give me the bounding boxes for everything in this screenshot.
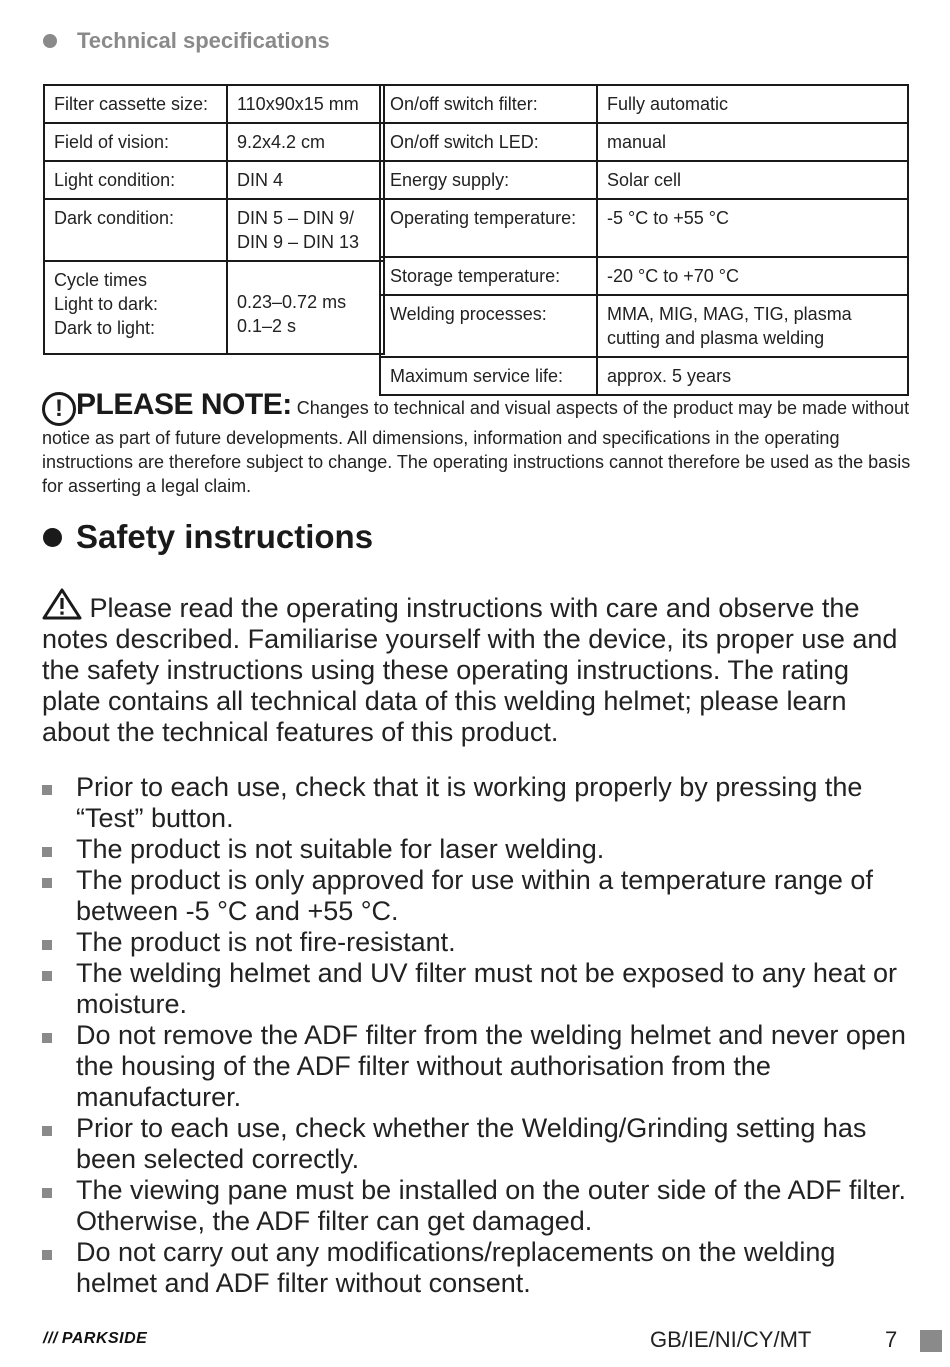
spec-value: [227, 199, 384, 261]
bullet-dot-icon: [43, 34, 57, 48]
square-bullet-icon: [42, 971, 52, 981]
spec-label: Storage temperature:: [380, 257, 597, 295]
list-item: [42, 1113, 912, 1175]
spec-label: Dark condition:: [44, 199, 227, 261]
spec-value: [597, 295, 908, 357]
cycle-label-line: Cycle times: [54, 270, 148, 290]
list-item: [42, 772, 912, 834]
spec-label: Light condition:: [44, 161, 227, 199]
safety-intro: [42, 588, 912, 748]
spec-label: Field of vision:: [44, 123, 227, 161]
logo-slashes: ///: [43, 1330, 58, 1347]
list-item: [42, 1020, 912, 1113]
table-row: [380, 257, 908, 295]
spec-label: On/off switch filter:: [380, 85, 597, 123]
spec-table-right: [379, 84, 909, 396]
bullet-dot-icon: [43, 528, 62, 547]
logo-brand: PARKSIDE: [61, 1330, 148, 1347]
cycle-label-line: Light to dark:: [54, 294, 159, 314]
list-item-text: The product is not fire-resistant.: [76, 927, 456, 957]
square-bullet-icon: [42, 1126, 52, 1136]
list-item-text: Do not remove the ADF filter from the welding helmet and never open the housing of the ADF filter without authorisation from the manufacturer.: [76, 1020, 906, 1112]
spec-value: Solar cell: [597, 161, 908, 199]
table-row: [380, 161, 908, 199]
table-row: [380, 295, 908, 357]
cycle-value-line: 0.23–0.72 ms: [237, 292, 347, 312]
safety-instructions-heading: [43, 518, 373, 556]
list-item: [42, 834, 912, 865]
parkside-logo: [43, 1330, 147, 1348]
list-item: [42, 958, 912, 1020]
list-item-text: The welding helmet and UV filter must not be exposed to any heat or moisture.: [76, 958, 897, 1019]
spec-value: manual: [597, 123, 908, 161]
spec-label: Operating temperature:: [380, 199, 597, 257]
warning-triangle-icon: [42, 588, 82, 620]
square-bullet-icon: [42, 847, 52, 857]
page-marker-square: [920, 1330, 942, 1352]
list-item: [42, 1175, 912, 1237]
please-note-block: [42, 388, 912, 498]
cycle-value-line: 0.1–2 s: [237, 316, 297, 336]
spec-label: Filter cassette size:: [44, 85, 227, 123]
spec-value-line: cutting and plasma welding: [607, 328, 825, 348]
spec-label: Welding processes:: [380, 295, 597, 357]
spec-value: Fully automatic: [597, 85, 908, 123]
table-row: [380, 123, 908, 161]
safety-bullet-list: [42, 772, 912, 1299]
table-row: [380, 85, 908, 123]
technical-specifications-title: Technical specifications: [77, 28, 330, 53]
page-number: 7: [885, 1327, 898, 1352]
spec-value: DIN 4: [227, 161, 384, 199]
list-item-text: The viewing pane must be installed on the outer side of the ADF filter. Otherwise, the ADF filter can get damaged.: [76, 1175, 906, 1236]
spec-label: On/off switch LED:: [380, 123, 597, 161]
cycle-times-value: [227, 261, 384, 354]
region-codes: GB/IE/NI/CY/MT: [650, 1327, 812, 1352]
spec-value-line: DIN 9 – DIN 13: [237, 232, 360, 252]
table-row: [44, 161, 384, 199]
spec-value: 9.2x4.2 cm: [227, 123, 384, 161]
exclamation-circle-icon: !: [42, 392, 76, 426]
spec-value: -20 °C to +70 °C: [597, 257, 908, 295]
table-row: [44, 85, 384, 123]
spec-label: Maximum service life:: [380, 357, 597, 395]
square-bullet-icon: [42, 1188, 52, 1198]
table-row: [380, 199, 908, 257]
please-note-text: Changes to technical and visual aspects of the product may be made without notice as part of future developments. All dimensions, information and specifications in the operating instructions are therefore subject to change. The operating instructions cannot therefore be used as the basis for asserting a legal claim.: [42, 398, 911, 496]
cycle-label-line: Dark to light:: [54, 318, 156, 338]
square-bullet-icon: [42, 940, 52, 950]
table-row: [44, 123, 384, 161]
list-item-text: The product is not suitable for laser welding.: [76, 834, 605, 864]
safety-intro-text: Please read the operating instructions with care and observe the notes described. Familiarise yourself with the device, its proper use and the safety instructions using these operating instructions. The rating plate contains all technical data of this welding helmet; please learn about the technical features of this product.: [42, 593, 898, 747]
safety-instructions-title: Safety instructions: [76, 518, 374, 555]
square-bullet-icon: [42, 785, 52, 795]
spec-value: approx. 5 years: [597, 357, 908, 395]
spec-table-left: [43, 84, 385, 355]
spec-value-line: DIN 5 – DIN 9/: [237, 208, 355, 228]
list-item: [42, 865, 912, 927]
square-bullet-icon: [42, 878, 52, 888]
list-item-text: Prior to each use, check whether the Welding/Grinding setting has been selected correctly.: [76, 1113, 867, 1174]
spec-value: 110x90x15 mm: [227, 85, 384, 123]
spec-value-line: MMA, MIG, MAG, TIG, plasma: [607, 304, 852, 324]
spec-value: -5 °C to +55 °C: [597, 199, 908, 257]
list-item: [42, 1237, 912, 1299]
list-item-text: Do not carry out any modifications/replacements on the welding helmet and ADF filter without consent.: [76, 1237, 836, 1298]
table-row: [44, 199, 384, 261]
list-item-text: The product is only approved for use within a temperature range of between -5 °C and +55 °C.: [76, 865, 873, 926]
list-item-text: Prior to each use, check that it is working properly by pressing the “Test” button.: [76, 772, 863, 833]
square-bullet-icon: [42, 1033, 52, 1043]
cycle-times-label: [44, 261, 227, 354]
table-row: [380, 357, 908, 395]
page-footer: [0, 1322, 950, 1358]
please-note-heading: PLEASE NOTE:: [76, 388, 292, 421]
technical-specifications-heading: [43, 28, 330, 54]
square-bullet-icon: [42, 1250, 52, 1260]
spec-label: Energy supply:: [380, 161, 597, 199]
list-item: [42, 927, 912, 958]
table-row: [44, 261, 384, 354]
